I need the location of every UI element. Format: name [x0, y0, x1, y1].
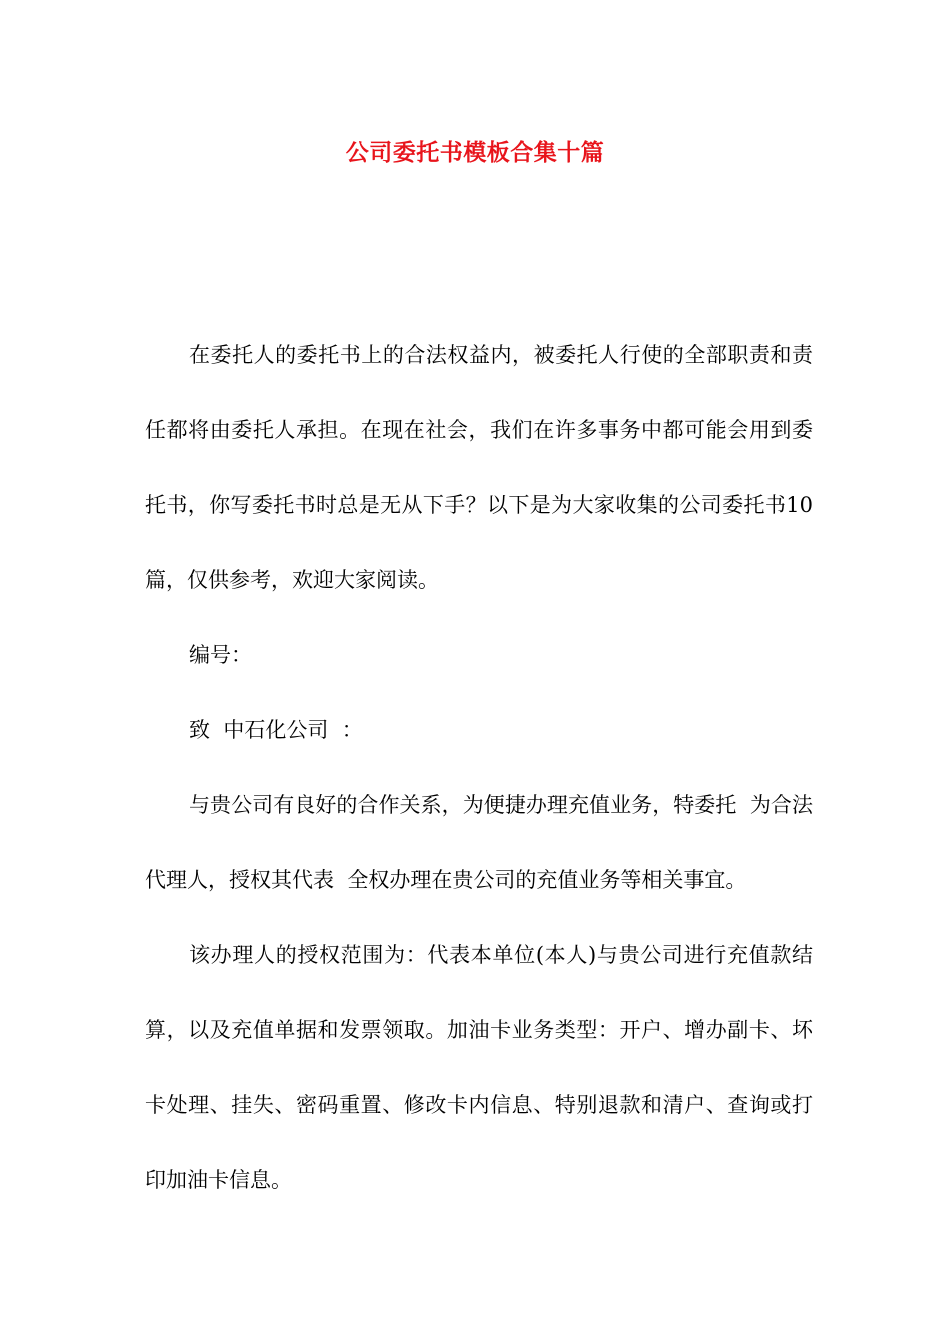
delegation-paragraph: 与贵公司有良好的合作关系，为便捷办理充值业务，特委托 为合法代理人，授权其代表 全权办理在贵公司的充值业务等相关事宜。: [145, 793, 813, 892]
addressee-line: 致 中石化公司 ：: [189, 718, 363, 742]
scope-paragraph: 该办理人的授权范围为：代表本单位(本人)与贵公司进行充值款结算，以及充值单据和发票领取。加油卡业务类型：开户、增办副卡、坏卡处理、挂失、密码重置、修改卡内信息、特别退款和清户、查询或打印加油卡信息。: [145, 943, 813, 1192]
document-title: 公司委托书模板合集十篇: [345, 139, 605, 166]
intro-paragraph: 在委托人的委托书上的合法权益内，被委托人行使的全部职责和责任都将由委托人承担。在现在社会，我们在许多事务中都可能会用到委托书，你写委托书时总是无从下手？以下是为大家收集的公司委托书10篇，仅供参考，欢迎大家阅读。: [145, 343, 813, 592]
number-line: 编号：: [189, 643, 252, 667]
document-body: [145, 318, 813, 1218]
